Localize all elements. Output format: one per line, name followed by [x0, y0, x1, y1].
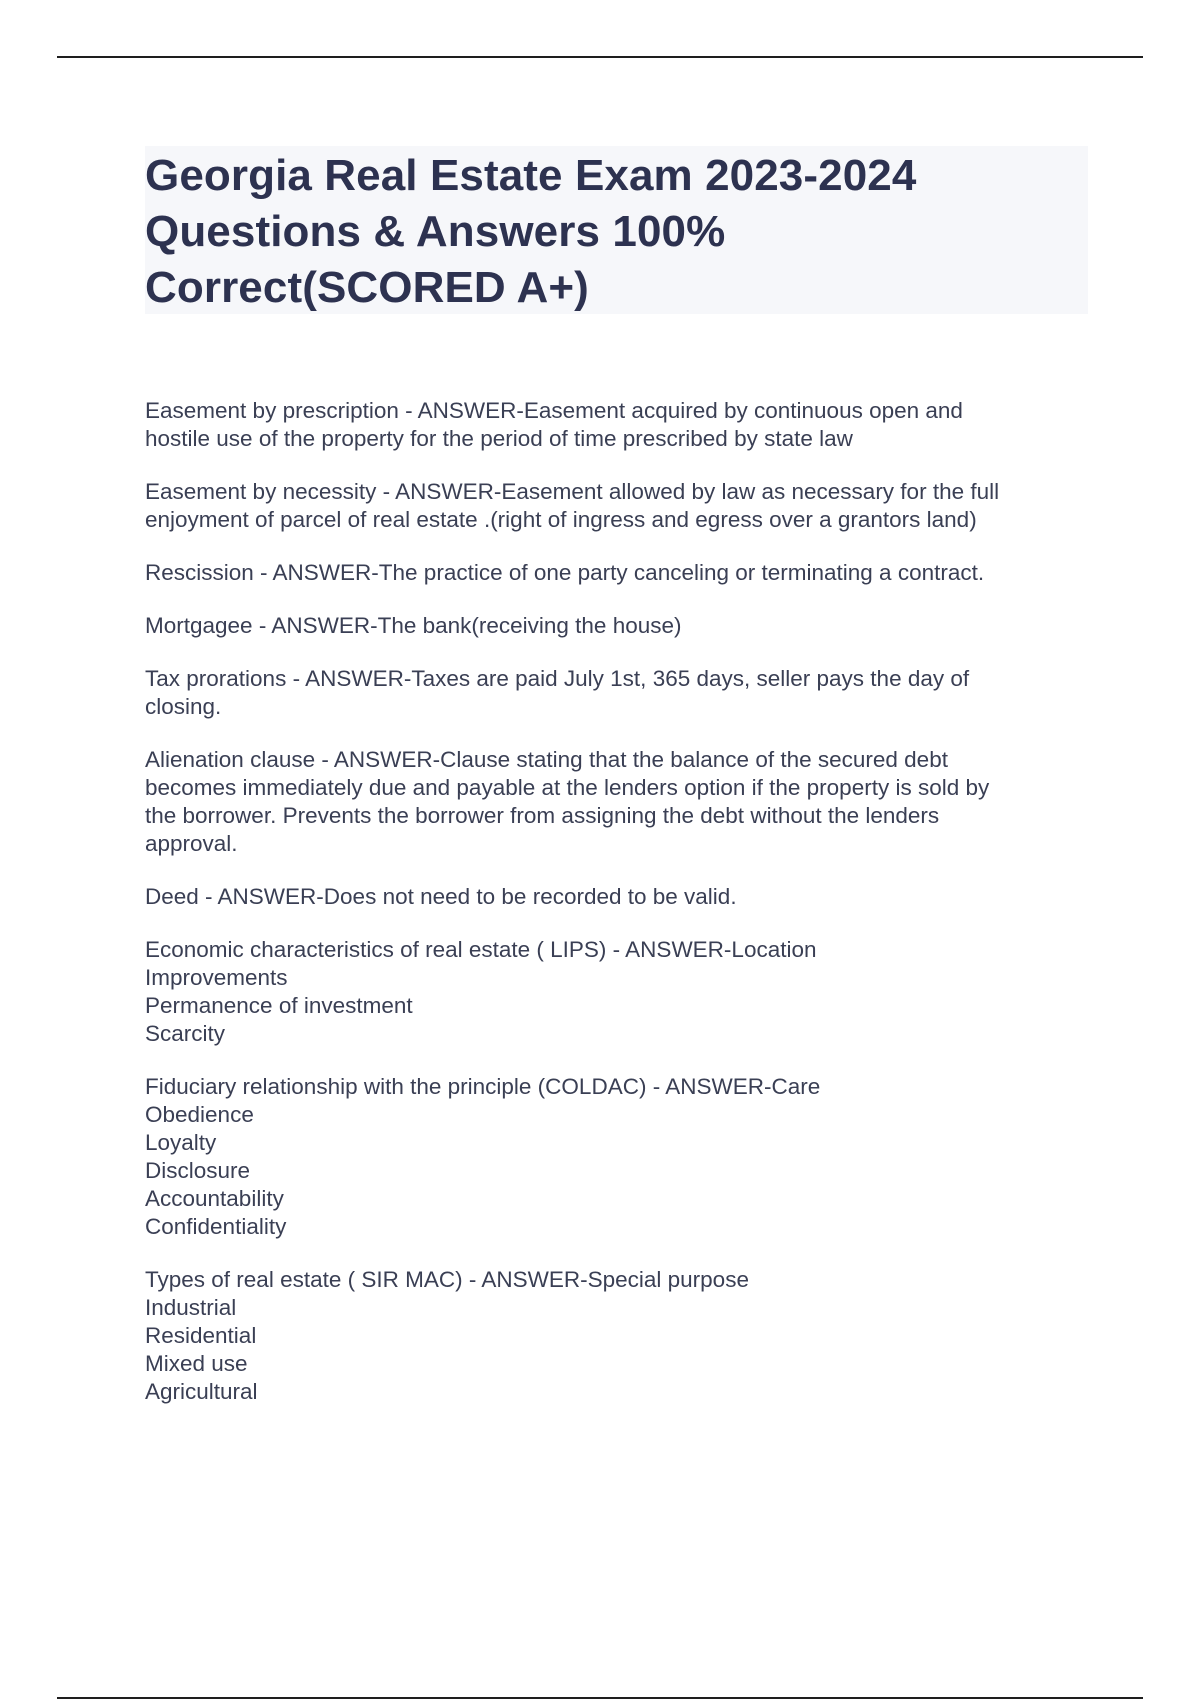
qa-list [145, 397, 1095, 1431]
qa-item: Deed - ANSWER-Does not need to be recorded to be valid. [145, 884, 737, 909]
bottom-rule [57, 1697, 1143, 1699]
qa-item: Easement by necessity - ANSWER-Easement allowed by law as necessary for the full enjoyment of parcel of real estate .(right of ingress and egress over a grantors land) [145, 479, 1000, 532]
qa-item: Mortgagee - ANSWER-The bank(receiving the house) [145, 613, 682, 638]
qa-item: Rescission - ANSWER-The practice of one party canceling or terminating a contract. [145, 560, 985, 585]
qa-item: Economic characteristics of real estate ( LIPS) - ANSWER-Location Improvements Permanence of investment Scarcity [145, 937, 817, 1046]
qa-item: Alienation clause - ANSWER-Clause stating that the balance of the secured debt becomes immediately due and payable at the lenders option if the property is sold by the borrower. Prevents the borrower from assigning the debt without the lenders approval. [145, 747, 990, 856]
qa-item: Tax prorations - ANSWER-Taxes are paid July 1st, 365 days, seller pays the day of closing. [145, 666, 970, 719]
qa-item: Types of real estate ( SIR MAC) - ANSWER-Special purpose Industrial Residential Mixed use Agricultural [145, 1267, 749, 1404]
qa-item: Easement by prescription - ANSWER-Easement acquired by continuous open and hostile use of the property for the period of time prescribed by state law [145, 398, 963, 451]
title-block [145, 146, 1088, 314]
qa-item: Fiduciary relationship with the principle (COLDAC) - ANSWER-Care Obedience Loyalty Disclosure Accountability Confidentiality [145, 1074, 821, 1239]
page-title: Georgia Real Estate Exam 2023-2024 Questions & Answers 100% Correct(SCORED A+) [145, 151, 917, 312]
top-rule [57, 56, 1143, 58]
